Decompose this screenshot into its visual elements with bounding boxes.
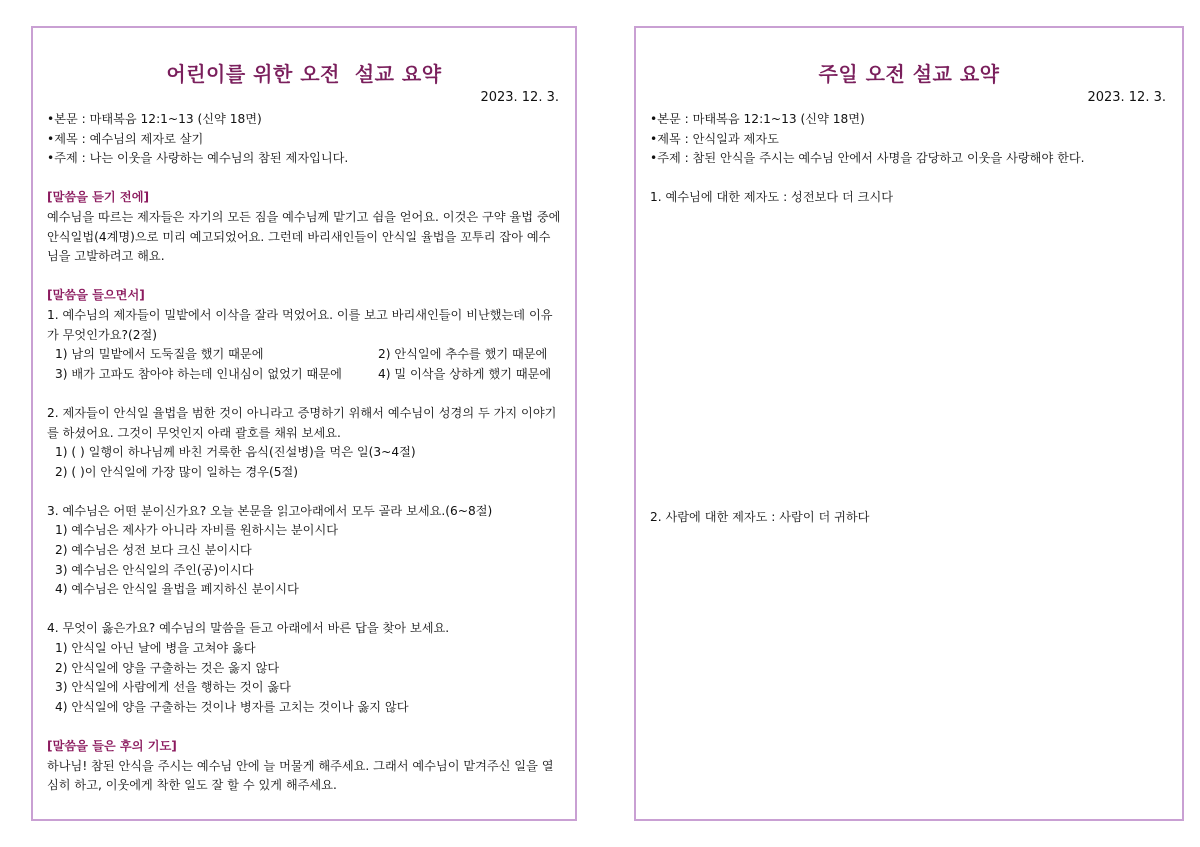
question-1: 1. 예수님의 제자들이 밀밭에서 이삭을 잘라 먹었어요. 이를 보고 바리새인들이 비난했는데 이유가 무엇인가요?(2절) — [47, 307, 553, 342]
q3-item: 2) 예수님은 성전 보다 크신 분이시다 — [55, 543, 252, 558]
passage-line: •본문 : 마태복음 12:1~13 (신약 18면) — [650, 112, 865, 126]
theme-line: •주제 : 참된 안식을 주시는 예수님 안에서 사명을 감당하고 이웃을 사랑해야 한다. — [650, 151, 1085, 166]
q3-item: 3) 예수님은 안식일의 주인(공)이시다 — [55, 562, 254, 577]
q1-option-3: 3) 배가 고파도 참아야 하는데 인내심이 없었기 때문에 — [55, 366, 342, 381]
q3-item: 4) 예수님은 안식일 율법을 폐지하신 분이시다 — [55, 582, 299, 597]
point-1-block — [650, 188, 1166, 208]
children-sermon-page — [31, 26, 577, 821]
during-heading: [말씀을 들으면서] — [47, 288, 145, 303]
adult-sermon-page — [634, 26, 1184, 821]
q1-option-2: 2) 안식일에 추수를 했기 때문에 — [378, 347, 548, 362]
theme-line: •주제 : 나는 이웃을 사랑하는 예수님의 참된 제자입니다. — [47, 151, 349, 166]
passage-line: •본문 : 마태복음 12:1~13 (신약 18면) — [47, 112, 262, 126]
page-body — [650, 110, 1166, 169]
sermon-date: 2023. 12. 3. — [480, 90, 559, 105]
q2-item-2: 2) ( )이 안식일에 가장 많이 일하는 경우(5절) — [55, 464, 298, 479]
subject-line: •제목 : 안식일과 제자도 — [650, 131, 779, 146]
subject-line: •제목 : 예수님의 제자로 살기 — [47, 131, 204, 146]
prayer-heading: [말씀을 들은 후의 기도] — [47, 739, 177, 753]
point-1: 1. 예수님에 대한 제자도 : 성전보다 더 크시다 — [650, 190, 893, 204]
q3-item: 1) 예수님은 제사가 아니라 자비를 원하시는 분이시다 — [55, 523, 338, 538]
before-text: 예수님을 따르는 제자들은 자기의 모든 짐을 예수님께 맡기고 쉼을 얻어요. 이것은 구약 율법 중에 안식일법(4계명)으로 미리 예고되었어요. 그런데 바리새인들이 안식일 율법을 꼬투리 잡아 예수님을 고발하려고 해요. — [47, 209, 561, 264]
q4-item: 3) 안식일에 사람에게 선을 행하는 것이 옳다 — [55, 680, 291, 695]
page-title: 주일 오전 설교 요약 — [818, 62, 1000, 86]
q4-item: 4) 안식일에 양을 구출하는 것이나 병자를 고치는 것이나 옳지 않다 — [55, 699, 409, 714]
before-heading: [말씀을 듣기 전에] — [47, 190, 150, 205]
q1-option-4: 4) 밀 이삭을 상하게 했기 때문에 — [378, 366, 552, 381]
q2-item-1: 1) ( ) 일행이 하나님께 바친 거룩한 음식(진설병)을 먹은 일(3~4절) — [55, 445, 416, 460]
question-1-options-row-2 — [47, 365, 561, 385]
point-2: 2. 사람에 대한 제자도 : 사람이 더 귀하다 — [650, 510, 870, 524]
q1-option-1: 1) 남의 밀밭에서 도둑질을 했기 때문에 — [55, 347, 264, 362]
question-3: 3. 예수님은 어떤 분이신가요? 오늘 본문을 읽고아래에서 모두 골라 보세요.(6~8절) — [47, 503, 493, 518]
prayer-text: 하나님! 참된 안식을 주시는 예수님 안에 늘 머물게 해주세요. 그래서 예수님이 맡겨주신 일을 열심히 하고, 이웃에게 착한 일도 잘 할 수 있게 해주세요. — [47, 758, 554, 793]
q4-item: 1) 안식일 아닌 날에 병을 고쳐야 옳다 — [55, 641, 256, 656]
sermon-date: 2023. 12. 3. — [1087, 90, 1166, 105]
q4-item: 2) 안식일에 양을 구출하는 것은 옳지 않다 — [55, 660, 280, 675]
page-body — [47, 110, 561, 796]
point-2-block — [650, 508, 1166, 528]
question-2: 2. 제자들이 안식일 율법을 범한 것이 아니라고 증명하기 위해서 예수님이 성경의 두 가지 이야기를 하셨어요. 그것이 무엇인지 아래 괄호를 채워 보세요. — [47, 405, 557, 440]
question-1-options-row-1 — [47, 345, 561, 365]
question-4: 4. 무엇이 옳은가요? 예수님의 말씀을 듣고 아래에서 바른 답을 찾아 보세요. — [47, 621, 450, 636]
page-title: 어린이를 위한 오전 설교 요약 — [166, 62, 442, 86]
